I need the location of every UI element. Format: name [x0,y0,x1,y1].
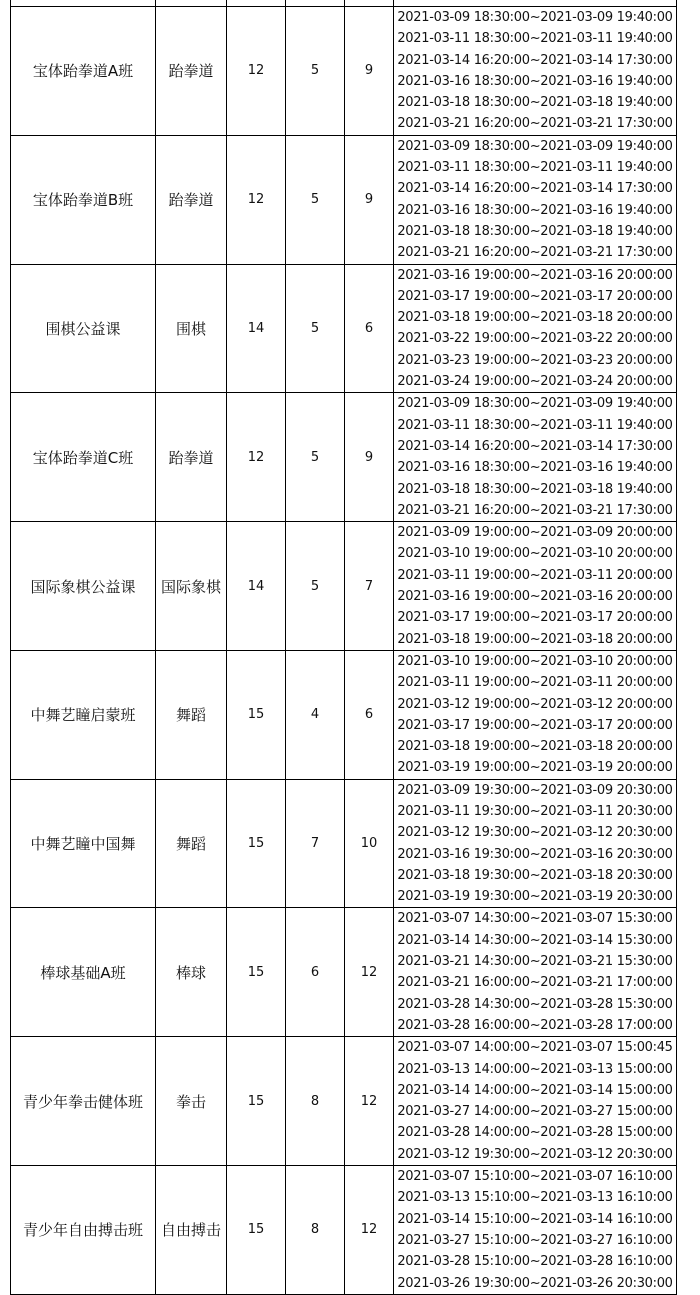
time-slot: 2021-03-16 18:30:00~2021-03-16 19:40:00 [397,202,673,218]
course-times-cell [394,7,677,136]
course-count-3-cell: 6 [345,650,394,779]
course-category-cell: 自由搏击 [156,1166,227,1295]
table-row [11,1037,677,1166]
time-slot: 2021-03-18 19:30:00~2021-03-18 20:30:00 [397,867,673,883]
course-count-3-cell: 9 [345,393,394,522]
table-row [11,7,677,136]
course-times-cell [394,1037,677,1166]
time-slot: 2021-03-19 19:30:00~2021-03-19 20:30:00 [397,889,673,905]
time-slot: 2021-03-21 16:20:00~2021-03-21 17:30:00 [397,245,673,261]
course-schedule-table [10,0,677,1295]
course-count-1-cell: 12 [227,7,286,136]
course-count-2-cell: 5 [286,522,345,651]
course-name-cell: 中舞艺瞳中国舞 [11,779,156,908]
course-count-1-cell: 15 [227,650,286,779]
time-slot: 2021-03-12 19:00:00~2021-03-12 20:00:00 [397,696,673,712]
course-count-2-cell: 8 [286,1037,345,1166]
time-slot: 2021-03-09 18:30:00~2021-03-09 19:40:00 [397,138,673,154]
table-row [11,393,677,522]
course-times-cell [394,779,677,908]
time-slot: 2021-03-11 19:30:00~2021-03-11 20:30:00 [397,803,673,819]
course-count-2-cell: 5 [286,393,345,522]
time-slot: 2021-03-11 18:30:00~2021-03-11 19:40:00 [397,31,673,47]
course-category-cell: 跆拳道 [156,135,227,264]
course-times-cell [394,908,677,1037]
table-row [11,650,677,779]
time-slot: 2021-03-10 19:00:00~2021-03-10 20:00:00 [397,653,673,669]
course-category-cell: 拳击 [156,1037,227,1166]
course-count-2-cell: 5 [286,264,345,393]
course-times-cell [394,522,677,651]
time-slot: 2021-03-07 14:30:00~2021-03-07 15:30:00 [397,911,673,927]
course-name-cell: 棒球基础A班 [11,908,156,1037]
time-slot: 2021-03-28 14:00:00~2021-03-28 15:00:00 [397,1125,673,1141]
time-slot: 2021-03-18 19:00:00~2021-03-18 20:00:00 [397,310,673,326]
table-row [11,1166,677,1295]
table-row [11,779,677,908]
course-schedule-body [11,0,677,1294]
time-slot: 2021-03-21 16:20:00~2021-03-21 17:30:00 [397,116,673,132]
course-count-3-cell: 7 [345,522,394,651]
time-slot: 2021-03-18 19:00:00~2021-03-18 20:00:00 [397,631,673,647]
course-count-1-cell: 15 [227,908,286,1037]
time-slot: 2021-03-27 14:00:00~2021-03-27 15:00:00 [397,1104,673,1120]
course-count-1-cell: 12 [227,393,286,522]
time-slot: 2021-03-14 14:00:00~2021-03-14 15:00:00 [397,1082,673,1098]
time-slot: 2021-03-09 19:30:00~2021-03-09 20:30:00 [397,782,673,798]
course-count-1-cell: 15 [227,1166,286,1295]
course-times-cell [394,393,677,522]
course-times-cell [394,650,677,779]
time-slot: 2021-03-17 19:00:00~2021-03-17 20:00:00 [397,610,673,626]
course-count-3-cell: 9 [345,7,394,136]
table-row [11,264,677,393]
course-name-cell: 宝体跆拳道A班 [11,7,156,136]
time-slot: 2021-03-18 19:00:00~2021-03-18 20:00:00 [397,739,673,755]
course-count-2-cell: 8 [286,1166,345,1295]
time-slot: 2021-03-13 15:10:00~2021-03-13 16:10:00 [397,1190,673,1206]
time-slot: 2021-03-19 19:00:00~2021-03-19 20:00:00 [397,760,673,776]
time-slot: 2021-03-09 18:30:00~2021-03-09 19:40:00 [397,396,673,412]
time-slot: 2021-03-12 19:30:00~2021-03-12 20:30:00 [397,1146,673,1162]
time-slot: 2021-03-24 19:00:00~2021-03-24 20:00:00 [397,374,673,390]
course-category-cell: 舞蹈 [156,779,227,908]
time-slot: 2021-03-07 14:00:00~2021-03-07 15:00:45 [397,1040,673,1056]
time-slot: 2021-03-14 16:20:00~2021-03-14 17:30:00 [397,52,673,68]
course-count-1-cell: 12 [227,135,286,264]
time-slot: 2021-03-18 18:30:00~2021-03-18 19:40:00 [397,95,673,111]
course-count-1-cell: 14 [227,522,286,651]
time-slot: 2021-03-09 19:00:00~2021-03-09 20:00:00 [397,525,673,541]
time-slot: 2021-03-09 18:30:00~2021-03-09 19:40:00 [397,10,673,25]
time-slot: 2021-03-28 16:00:00~2021-03-28 17:00:00 [397,1017,673,1033]
time-slot: 2021-03-22 19:00:00~2021-03-22 20:00:00 [397,331,673,347]
table-row [11,522,677,651]
time-slot: 2021-03-23 19:00:00~2021-03-23 20:00:00 [397,352,673,368]
time-slot: 2021-03-07 15:10:00~2021-03-07 16:10:00 [397,1169,673,1185]
course-count-2-cell: 5 [286,7,345,136]
time-slot: 2021-03-28 15:10:00~2021-03-28 16:10:00 [397,1254,673,1270]
course-count-1-cell: 14 [227,264,286,393]
course-category-cell: 围棋 [156,264,227,393]
time-slot: 2021-03-17 19:00:00~2021-03-17 20:00:00 [397,288,673,304]
time-slot: 2021-03-17 19:00:00~2021-03-17 20:00:00 [397,717,673,733]
time-slot: 2021-03-26 19:30:00~2021-03-26 20:30:00 [397,1275,673,1291]
course-name-cell: 国际象棋公益课 [11,522,156,651]
course-category-cell: 跆拳道 [156,7,227,136]
time-slot: 2021-03-21 14:30:00~2021-03-21 15:30:00 [397,954,673,970]
time-slot: 2021-03-14 15:10:00~2021-03-14 16:10:00 [397,1211,673,1227]
time-slot: 2021-03-16 19:00:00~2021-03-16 20:00:00 [397,589,673,605]
course-name-cell: 宝体跆拳道B班 [11,135,156,264]
time-slot: 2021-03-14 16:20:00~2021-03-14 17:30:00 [397,181,673,197]
time-slot: 2021-03-16 19:00:00~2021-03-16 20:00:00 [397,267,673,283]
course-count-1-cell: 15 [227,1037,286,1166]
time-slot: 2021-03-10 19:00:00~2021-03-10 20:00:00 [397,546,673,562]
course-count-2-cell: 6 [286,908,345,1037]
time-slot: 2021-03-11 19:00:00~2021-03-11 20:00:00 [397,567,673,583]
time-slot: 2021-03-21 16:00:00~2021-03-21 17:00:00 [397,975,673,991]
time-slot: 2021-03-14 14:30:00~2021-03-14 15:30:00 [397,932,673,948]
course-count-3-cell: 9 [345,135,394,264]
course-count-3-cell: 6 [345,264,394,393]
course-name-cell: 青少年拳击健体班 [11,1037,156,1166]
table-row [11,908,677,1037]
time-slot: 2021-03-12 19:30:00~2021-03-12 20:30:00 [397,825,673,841]
time-slot: 2021-03-16 19:30:00~2021-03-16 20:30:00 [397,846,673,862]
course-count-2-cell: 4 [286,650,345,779]
time-slot: 2021-03-16 18:30:00~2021-03-16 19:40:00 [397,460,673,476]
time-slot: 2021-03-16 18:30:00~2021-03-16 19:40:00 [397,73,673,89]
time-slot: 2021-03-21 16:20:00~2021-03-21 17:30:00 [397,502,673,518]
course-category-cell: 跆拳道 [156,393,227,522]
course-category-cell: 国际象棋 [156,522,227,651]
time-slot: 2021-03-11 18:30:00~2021-03-11 19:40:00 [397,160,673,176]
time-slot: 2021-03-11 19:00:00~2021-03-11 20:00:00 [397,675,673,691]
course-count-2-cell: 5 [286,135,345,264]
course-count-3-cell: 12 [345,1037,394,1166]
course-name-cell: 宝体跆拳道C班 [11,393,156,522]
time-slot: 2021-03-18 18:30:00~2021-03-18 19:40:00 [397,481,673,497]
time-slot: 2021-03-14 16:20:00~2021-03-14 17:30:00 [397,438,673,454]
course-name-cell: 青少年自由搏击班 [11,1166,156,1295]
time-slot: 2021-03-11 18:30:00~2021-03-11 19:40:00 [397,417,673,433]
course-times-cell [394,264,677,393]
time-slot: 2021-03-13 14:00:00~2021-03-13 15:00:00 [397,1061,673,1077]
course-count-3-cell: 12 [345,1166,394,1295]
course-category-cell: 棒球 [156,908,227,1037]
time-slot: 2021-03-18 18:30:00~2021-03-18 19:40:00 [397,223,673,239]
course-count-2-cell: 7 [286,779,345,908]
course-name-cell: 中舞艺瞳启蒙班 [11,650,156,779]
course-times-cell [394,1166,677,1295]
course-count-1-cell: 15 [227,779,286,908]
course-name-cell: 围棋公益课 [11,264,156,393]
course-count-3-cell: 10 [345,779,394,908]
time-slot: 2021-03-28 14:30:00~2021-03-28 15:30:00 [397,996,673,1012]
course-category-cell: 舞蹈 [156,650,227,779]
course-count-3-cell: 12 [345,908,394,1037]
table-row [11,135,677,264]
course-times-cell [394,135,677,264]
time-slot: 2021-03-27 15:10:00~2021-03-27 16:10:00 [397,1232,673,1248]
